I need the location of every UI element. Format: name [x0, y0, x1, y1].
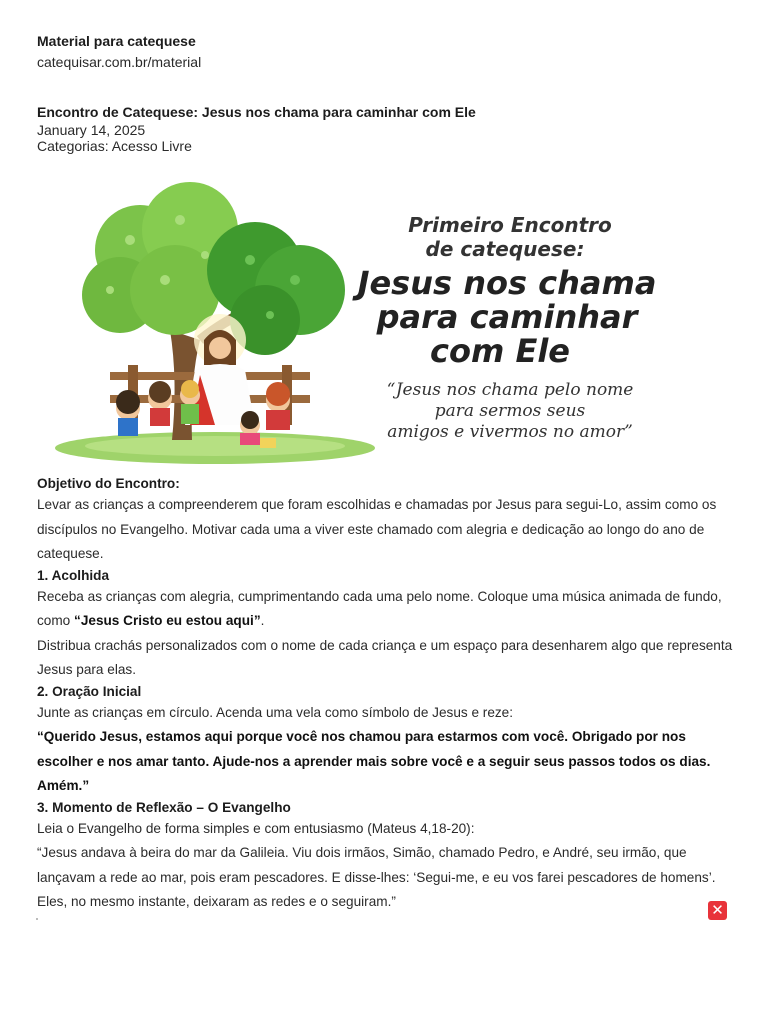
- objetivo-heading: Objetivo do Encontro:: [37, 476, 180, 491]
- acolhida-text-end: .: [260, 613, 265, 628]
- site-title: Material para catequese: [37, 33, 196, 49]
- acolhida-text: Receba as crianças com alegria, cumprimentando cada uma pelo nome. Coloque uma música animada de fundo, como: [37, 588, 722, 628]
- post-categories[interactable]: Categorias: Acesso Livre: [37, 138, 192, 154]
- reflexao-text: Leia o Evangelho de forma simples e com entusiasmo (Mateus 4,18-20):: [37, 820, 475, 836]
- oracao-prayer: [37, 725, 737, 799]
- oracao-prayer-text: “Querido Jesus, estamos aqui porque você nos chamou para estarmos com você. Obrigado por nos escolher e nos amar tanto. Ajude-nos a aprender mais sobre você e a seguir seus passos todos os dias. Amém.”: [37, 729, 711, 793]
- reflexao-quote: “Jesus andava à beira do mar da Galileia. Viu dois irmãos, Simão, chamado Pedro, e André, seu irmão, que lançavam a rede ao mar, pois eram pescadores. E disse-lhes: ‘Segui-me, e eu vos farei pescadores de homens’. Eles, no mesmo instante, deixaram as redes e o seguiram.”: [37, 845, 716, 909]
- banner-quote1: “Jesus nos chama pelo nome: [386, 380, 634, 400]
- reflexao-heading: 3. Momento de Reflexão – O Evangelho: [37, 799, 291, 815]
- acolhida-text-2: Distribua crachás personalizados com o nome de cada criança e um espaço para desenharem algo que representa Jesus para elas.: [37, 637, 733, 677]
- decorative-dot: [36, 918, 38, 920]
- acolhida-song: “Jesus Cristo eu estou aqui”: [74, 613, 261, 628]
- post-title: Encontro de Catequese: Jesus nos chama para caminhar com Ele: [37, 104, 476, 120]
- banner-quote2: para sermos seus: [434, 401, 586, 421]
- objetivo-text: Levar as crianças a compreenderem que foram escolhidas e chamadas por Jesus para segui-Lo, assim como os discípulos no Evangelho. Motivar cada uma a viver este chamado com alegria e dedicação ao longo do ano de catequese.: [37, 497, 717, 561]
- close-icon[interactable]: ✕: [708, 901, 727, 920]
- banner-headline1: Jesus nos chama: [357, 264, 657, 302]
- banner-image: [50, 180, 670, 470]
- banner-headline3: com Ele: [430, 332, 570, 370]
- acolhida-heading: 1. Acolhida: [37, 567, 110, 583]
- site-url-link[interactable]: catequisar.com.br/material: [37, 54, 202, 70]
- acolhida-paragraph: [37, 585, 737, 634]
- banner-line2: de catequese:: [425, 237, 585, 261]
- post-date: January 14, 2025: [37, 122, 146, 138]
- banner-headline2: para caminhar: [376, 298, 638, 336]
- oracao-text: Junte as crianças em círculo. Acenda uma vela como símbolo de Jesus e reze:: [37, 704, 514, 720]
- banner-line1: Primeiro Encontro: [408, 213, 612, 237]
- oracao-heading: 2. Oração Inicial: [37, 683, 142, 699]
- banner-quote3: amigos e vivermos no amor”: [387, 422, 633, 442]
- article-content: [37, 475, 737, 915]
